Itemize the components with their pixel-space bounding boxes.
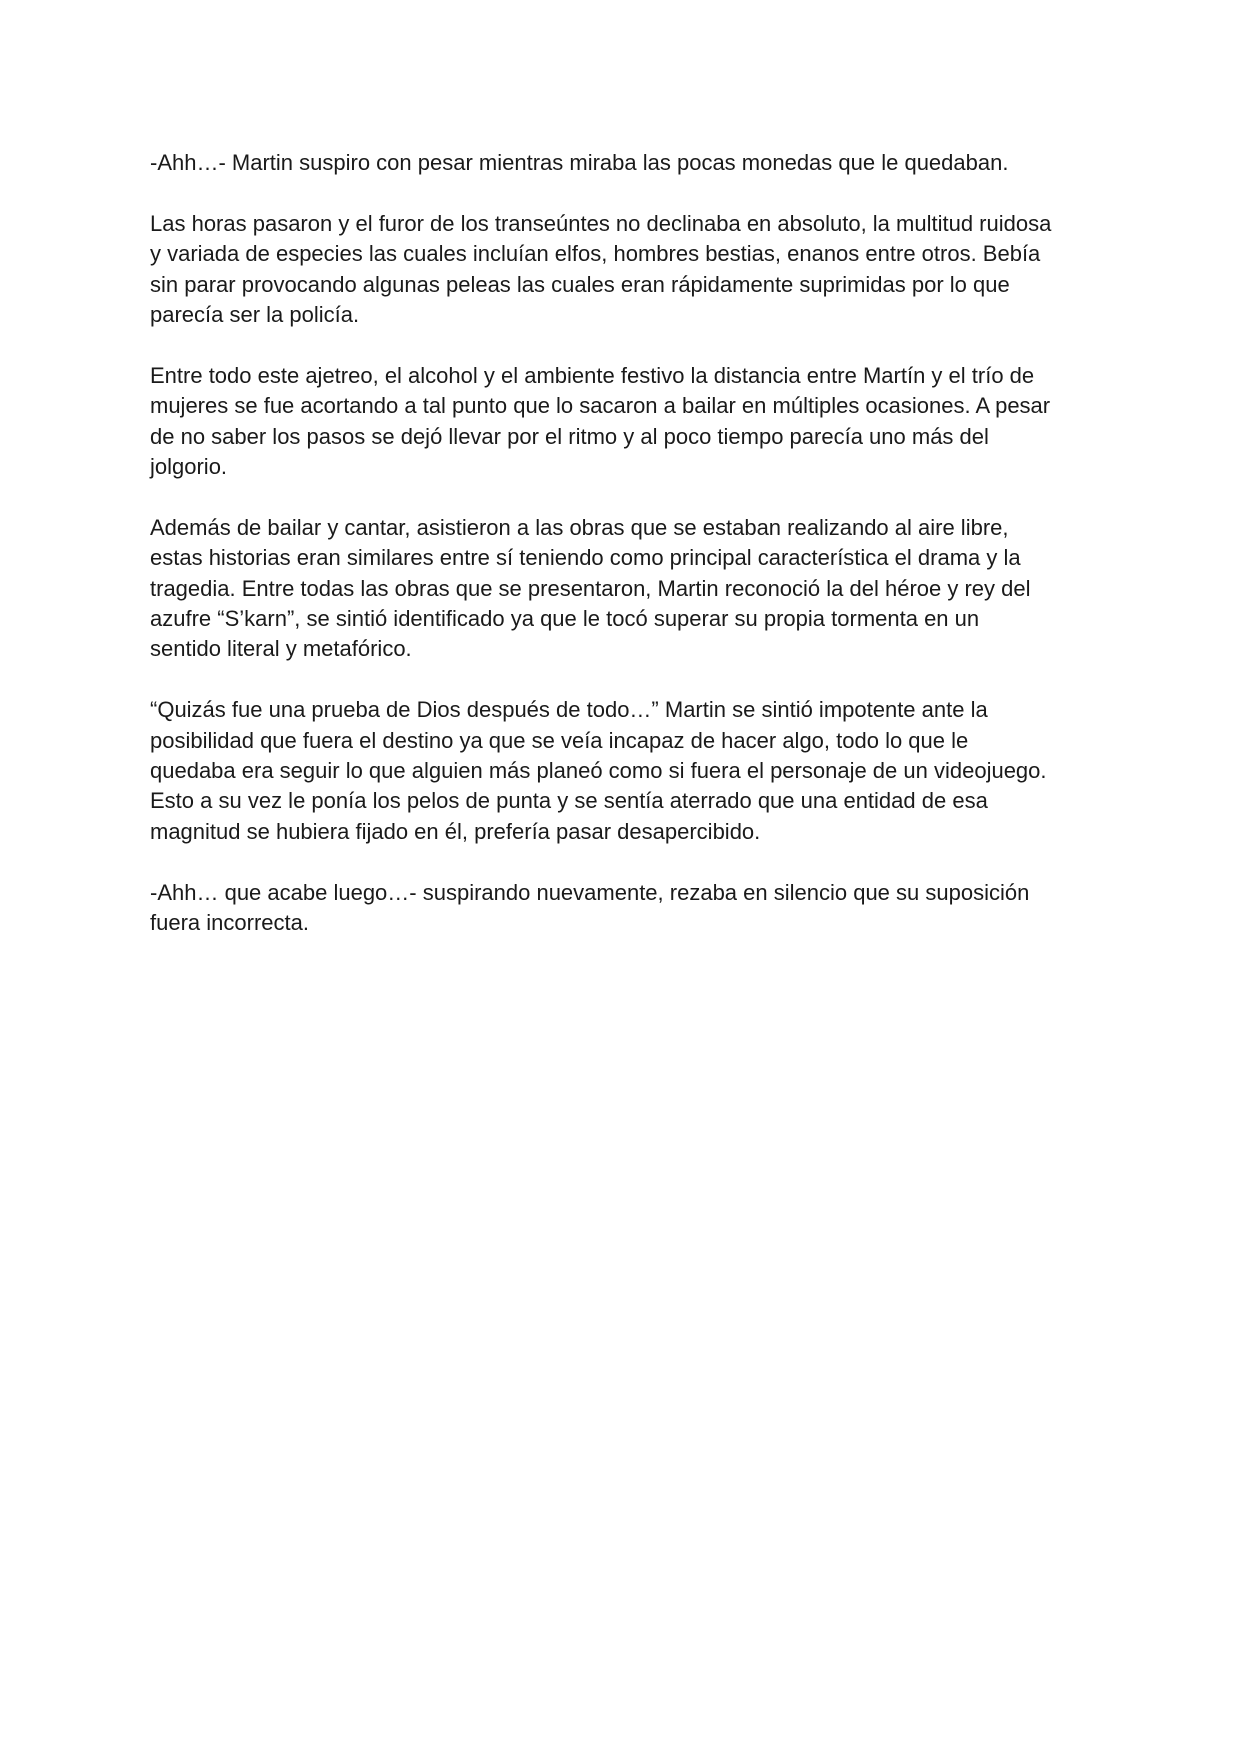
text-line: jolgorio. [150, 454, 228, 480]
text-line: “Quizás fue una prueba de Dios después de todo…” Martin se sintió impotente ante la [150, 697, 988, 723]
text-line: Las horas pasaron y el furor de los transeúntes no declinaba en absoluto, la multitud ruidosa [150, 210, 1052, 236]
paragraph-2 [150, 209, 1110, 331]
text-line: -Ahh…- Martin suspiro con pesar mientras miraba las pocas monedas que le quedaban. [150, 150, 1009, 175]
paragraph-3 [150, 361, 1110, 483]
text-line: posibilidad que fuera el destino ya que se veía incapaz de hacer algo, todo lo que le [150, 727, 969, 753]
text-line: sin parar provocando algunas peleas las cuales eran rápidamente suprimidas por lo que [150, 271, 1010, 297]
text-line: estas historias eran similares entre sí teniendo como principal característica el drama y la [150, 545, 1021, 571]
text-line: sentido literal y metafórico. [150, 636, 412, 662]
text-line: y variada de especies las cuales incluían elfos, hombres bestias, enanos entre otros. Bebía [150, 241, 1041, 267]
text-line: fuera incorrecta. [150, 910, 309, 936]
text-line: Esto a su vez le ponía los pelos de punta y se sentía aterrado que una entidad de esa [150, 788, 988, 814]
paragraph-1 [150, 148, 1110, 178]
text-line: Además de bailar y cantar, asistieron a las obras que se estaban realizando al aire libre, [150, 514, 1009, 540]
paragraph-5 [150, 695, 1110, 847]
text-line: quedaba era seguir lo que alguien más planeó como si fuera el personaje de un videojuego. [150, 758, 1047, 784]
text-line: azufre “S’karn”, se sintió identificado ya que le tocó superar su propia tormenta en un [150, 606, 980, 632]
text-line: magnitud se hubiera fijado en él, prefería pasar desapercibido. [150, 818, 761, 844]
text-line: tragedia. Entre todas las obras que se presentaron, Martin reconoció la del héroe y rey del [150, 575, 1031, 601]
text-line: mujeres se fue acortando a tal punto que lo sacaron a bailar en múltiples ocasiones. A pesar [150, 393, 1051, 419]
text-line: parecía ser la policía. [150, 302, 360, 328]
text-line: Entre todo este ajetreo, el alcohol y el ambiente festivo la distancia entre Martín y el trío de [150, 362, 1035, 388]
text-line: -Ahh… que acabe luego…- suspirando nuevamente, rezaba en silencio que su suposición [150, 879, 1030, 905]
document-body [150, 148, 1110, 969]
paragraph-4 [150, 513, 1110, 665]
text-line: de no saber los pasos se dejó llevar por el ritmo y al poco tiempo parecía uno más del [150, 423, 989, 449]
paragraph-6 [150, 878, 1110, 939]
